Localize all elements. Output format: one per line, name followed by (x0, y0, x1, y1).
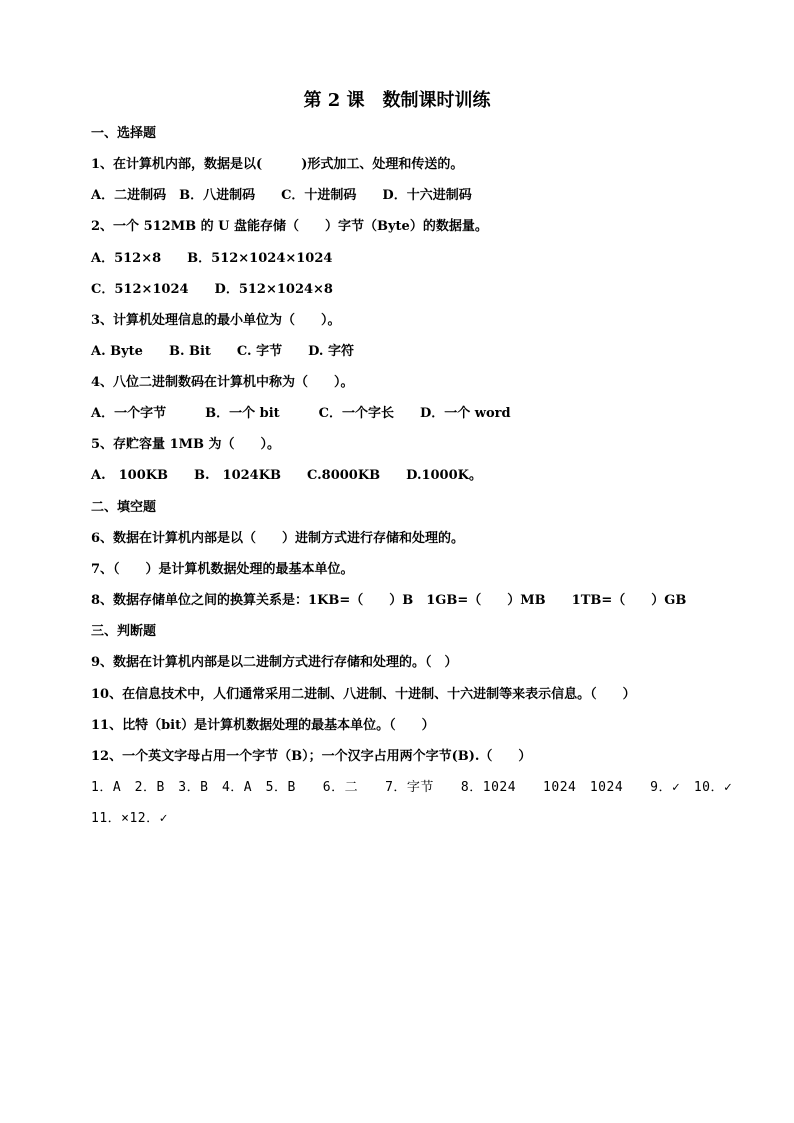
question-10: 10、在信息技术中，人们通常采用二进制、八进制、十进制、十六进制等来表示信息。（ ） (91, 687, 636, 702)
question-5: 5、存贮容量 1MB 为（ ）。 (91, 437, 281, 452)
question-1-options: A．二进制码 B．八进制码 C．十进制码 D．十六进制码 (91, 188, 472, 203)
answer-key-line-1: 1．A 2．B 3．B 4．A 5．B 6．二 7．字节 8．1024 1024 1024 9．✓ 10．✓ (91, 780, 733, 795)
question-4-options: A．一个字节 B．一个 bit C．一个字长 D．一个 word (91, 406, 511, 421)
answer-key-line-2: 11．×12．✓ (91, 811, 168, 826)
question-4: 4、八位二进制数码在计算机中称为（ ）。 (91, 375, 354, 390)
section-heading-fill: 二、填空题 (91, 500, 157, 515)
section-heading-choice: 一、选择题 (91, 126, 157, 141)
page-title: 第 2 课 数制课时训练 (303, 90, 491, 111)
question-2-options-ab: A．512×8 B．512×1024×1024 (91, 251, 333, 266)
question-1: 1、在计算机内部，数据是以( )形式加工、处理和传送的。 (91, 157, 464, 172)
question-12: 12、一个英文字母占用一个字节（B）；一个汉字占用两个字节(B).（ ） (91, 749, 532, 764)
question-5-options: A. 100KB B. 1024KB C.8000KB D.1000K。 (91, 468, 482, 483)
question-2-options-cd: C．512×1024 D．512×1024×8 (91, 282, 333, 297)
section-heading-judge: 三、判断题 (91, 624, 157, 639)
question-3-options: A. Byte B. Bit C. 字节 D. 字符 (91, 344, 354, 359)
question-2: 2、一个 512MB 的 U 盘能存储（ ）字节（Byte）的数据量。 (91, 219, 488, 234)
question-8: 8、数据存储单位之间的换算关系是：1KB=（ ）B 1GB=（ ）MB 1TB=（ ）GB (91, 593, 687, 608)
question-9: 9、数据在计算机内部是以二进制方式进行存储和处理的。（ ） (91, 655, 458, 670)
question-6: 6、数据在计算机内部是以（ ）进制方式进行存储和处理的。 (91, 531, 465, 546)
question-3: 3、计算机处理信息的最小单位为（ ）。 (91, 313, 341, 328)
question-7: 7、（ ）是计算机数据处理的最基本单位。 (91, 562, 354, 577)
question-11: 11、比特（bit）是计算机数据处理的最基本单位。（ ） (91, 718, 435, 733)
